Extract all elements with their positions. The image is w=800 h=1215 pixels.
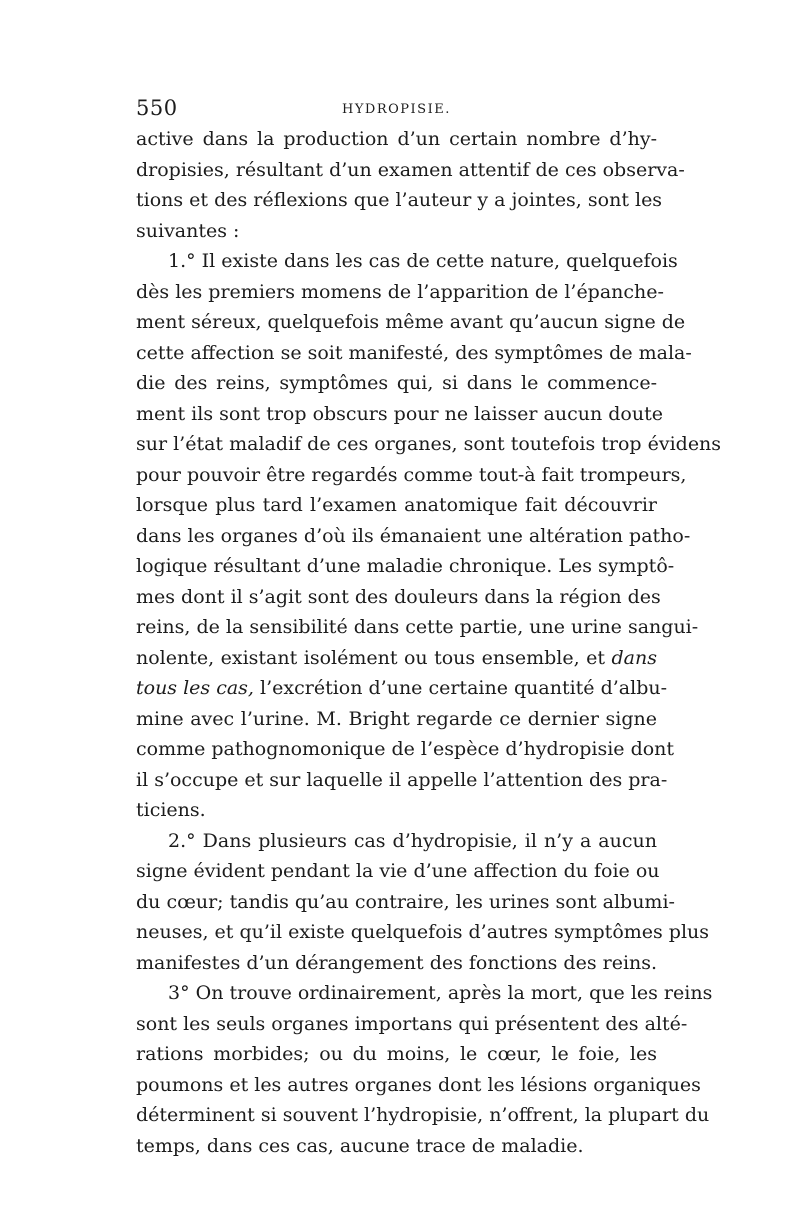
text-line: comme pathognomonique de l’espèce d’hydropisie dont — [136, 738, 675, 760]
text-line: ticiens. — [136, 799, 206, 821]
text-segment: nolente, existant isolément ou tous ensemble, et — [136, 646, 606, 669]
text-line: sur l’état maladif de ces organes, sont toutefois trop évidens — [136, 433, 722, 455]
page-header — [136, 96, 656, 126]
text-line: pour pouvoir être regardés comme tout-à fait trompeurs, — [136, 463, 687, 486]
text-line: mes dont il s’agit sont des douleurs dans la région des — [136, 585, 661, 608]
text-line-mixed — [136, 643, 657, 674]
text-line: ment ils sont trop obscurs pour ne laisser aucun doute — [136, 402, 663, 425]
text-line: poumons et les autres organes dont les lésions organiques — [136, 1073, 701, 1096]
text-line: cette affection se soit manifesté, des symptômes de mala- — [136, 341, 692, 364]
text-line: 1.° Il existe dans les cas de cette nature, quelquefois — [168, 250, 678, 272]
text-line: ment séreux, quelquefois même avant qu’aucun signe de — [136, 311, 686, 333]
text-line: 3° On trouve ordinairement, après la mort, que les reins — [168, 982, 713, 1004]
text-line: signe évident pendant la vie d’une affection du foie ou — [136, 860, 660, 882]
text-line: dès les premiers momens de l’apparition de l’épanche- — [136, 280, 664, 303]
text-segment: l’excrétion d’une certaine quantité d’albu- — [260, 677, 668, 699]
text-line: du cœur; tandis qu’au contraire, les urines sont albumi- — [136, 890, 675, 913]
text-line: active dans la production d’un certain nombre d’hy- — [136, 128, 657, 150]
text-line: logique résultant d’une maladie chronique. Les symptô- — [136, 555, 675, 577]
italic-segment: tous les cas, — [136, 677, 254, 699]
body-text — [136, 124, 722, 1161]
text-line: il s’occupe et sur laquelle il appelle l’attention des pra- — [136, 768, 668, 791]
text-line: neuses, et qu’il existe quelquefois d’autres symptômes plus — [136, 921, 710, 943]
text-line: lorsque plus tard l’examen anatomique fait découvrir — [136, 494, 657, 516]
text-line-mixed — [136, 673, 668, 704]
text-line: rations morbides; ou du moins, le cœur, le foie, les — [136, 1043, 657, 1065]
text-line: déterminent si souvent l’hydropisie, n’offrent, la plupart du — [136, 1104, 710, 1126]
text-line: sont les seuls organes importans qui présentent des alté- — [136, 1012, 688, 1035]
text-line: die des reins, symptômes qui, si dans le commence- — [136, 372, 657, 394]
text-line: reins, de la sensibilité dans cette partie, une urine sangui- — [136, 616, 699, 638]
text-line: temps, dans ces cas, aucune trace de maladie. — [136, 1134, 584, 1157]
text-line: tions et des réflexions que l’auteur y a jointes, sont les — [136, 189, 663, 211]
italic-segment: dans — [611, 646, 657, 669]
text-line: 2.° Dans plusieurs cas d’hydropisie, il n’y a aucun — [168, 829, 657, 852]
text-line: dropisies, résultant d’un examen attentif de ces observa- — [136, 158, 685, 181]
text-line: manifestes d’un dérangement des fonctions des reins. — [136, 951, 658, 974]
page-number: 550 — [136, 96, 178, 120]
running-title: HYDROPISIE. — [342, 102, 451, 117]
text-line: dans les organes d’où ils émanaient une altération patho- — [136, 524, 691, 547]
text-line: mine avec l’urine. M. Bright regarde ce dernier signe — [136, 707, 657, 730]
text-line: suivantes : — [136, 219, 240, 242]
